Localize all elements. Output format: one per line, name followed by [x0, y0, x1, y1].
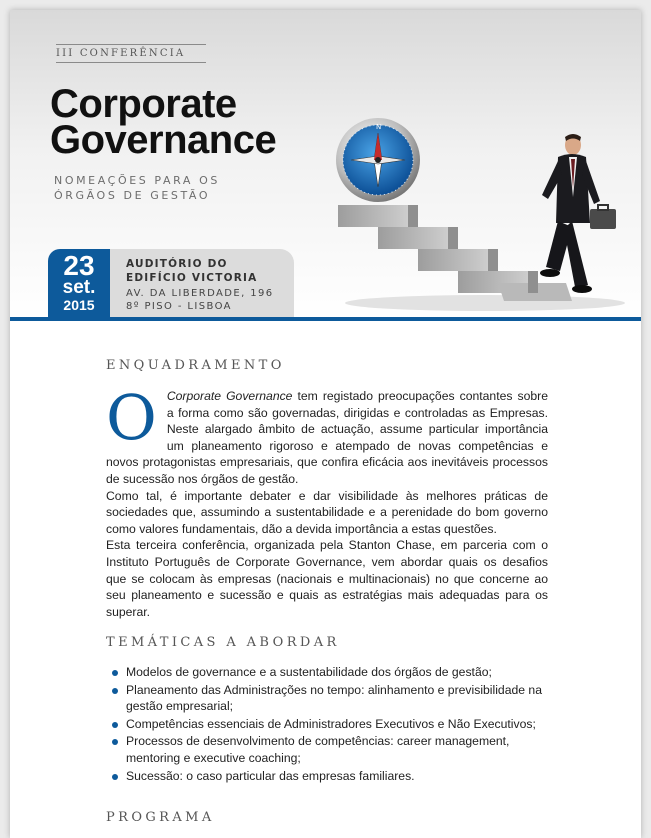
floor-shadow	[345, 295, 625, 311]
title-line-1: Corporate	[50, 82, 237, 126]
invitation-card	[10, 10, 641, 838]
list-item-text: Processos de desenvolvimento de competências: career management, mentoring e executive coaching;	[126, 734, 510, 765]
paragraph-3: Esta terceira conferência, organizada pela Stanton Chase, em parceria com o Instituto Português de Corporate Governance, vem abordar quais os desafios que se colocam às empresas (nacionais e multinacionais) no que concerne ao seu planeamento e sucessão e quais as estratégias mais adequadas para os superar.	[106, 538, 548, 619]
page-title	[50, 82, 277, 162]
subtitle-line-2: ÓRGÃOS DE GESTÃO	[54, 189, 211, 202]
compass-staircase-illustration	[310, 105, 630, 315]
bullet-icon	[112, 670, 118, 676]
section-heading-tematicas: TEMÁTICAS A ABORDAR	[106, 635, 340, 650]
list-item	[112, 716, 552, 733]
hero-divider	[10, 317, 641, 321]
bullet-icon	[112, 774, 118, 780]
list-item	[112, 733, 552, 766]
venue-address-line-1: AV. DA LIBERDADE, 196	[126, 288, 274, 299]
staircase	[338, 205, 572, 301]
venue-name-line-2: EDIFÍCIO VICTORIA	[126, 272, 258, 284]
enquadramento-body	[106, 381, 548, 620]
list-item-text: Sucessão: o caso particular das empresas familiares.	[126, 768, 415, 783]
venue-name-line-1: AUDITÓRIO DO	[126, 258, 228, 270]
paragraph-1-italic: Corporate Governance	[166, 389, 293, 403]
subtitle-line-1: NOMEAÇÕES PARA OS	[54, 174, 220, 187]
dropcap: O	[106, 381, 157, 454]
compass-icon	[336, 118, 420, 202]
paragraph-1	[106, 381, 548, 488]
bullet-icon	[112, 688, 118, 694]
venue-name	[126, 257, 257, 285]
venue-address-line-2: 8º PISO - LISBOA	[126, 301, 232, 312]
list-item-text: Modelos de governance e a sustentabilidade dos órgãos de gestão;	[126, 665, 492, 679]
date-year: 2015	[63, 297, 95, 313]
topics-list	[112, 664, 552, 785]
bullet-icon	[112, 739, 118, 745]
conference-eyebrow: III CONFERÊNCIA	[56, 44, 206, 63]
hero-banner	[10, 10, 641, 321]
list-item	[112, 768, 552, 785]
list-item-text: Planeamento das Administrações no tempo: alinhamento e previsibilidade na gestão empresarial;	[126, 682, 542, 714]
businessman-figure	[540, 134, 616, 293]
venue-address	[126, 287, 274, 313]
date-month: set.	[62, 277, 96, 298]
venue-box	[110, 249, 294, 321]
bullet-icon	[112, 722, 118, 728]
list-item	[112, 664, 552, 681]
svg-text:N: N	[376, 123, 382, 131]
list-item	[112, 682, 552, 715]
title-line-2: Governance	[50, 118, 277, 162]
date-day: 23	[63, 250, 95, 281]
subtitle	[54, 173, 220, 203]
section-heading-programa: PROGRAMA	[106, 810, 215, 825]
event-date-badge	[48, 249, 110, 321]
section-heading-enquadramento: ENQUADRAMENTO	[106, 358, 285, 373]
paragraph-2: Como tal, é importante debater e dar visibilidade às melhores práticas de sociedades que, assumindo a sustentabilidade e a perenidade do bom governo como valores fundamentais, dão a devida importância a estas questões.	[106, 488, 548, 536]
paragraph-1-text: tem registado preocupações contantes sobre a forma como são governadas, dirigidas e controladas as Empresas. Neste alargado âmbito de actuação, assume particular importância um planeamento rigoroso e atempado de novas competências e novos protagonistas empresariais, que confira eficácia aos inevitáveis processos de sucessão nos órgãos de gestão.	[106, 389, 548, 486]
list-item-text: Competências essenciais de Administradores Executivos e Não Executivos;	[126, 716, 536, 731]
